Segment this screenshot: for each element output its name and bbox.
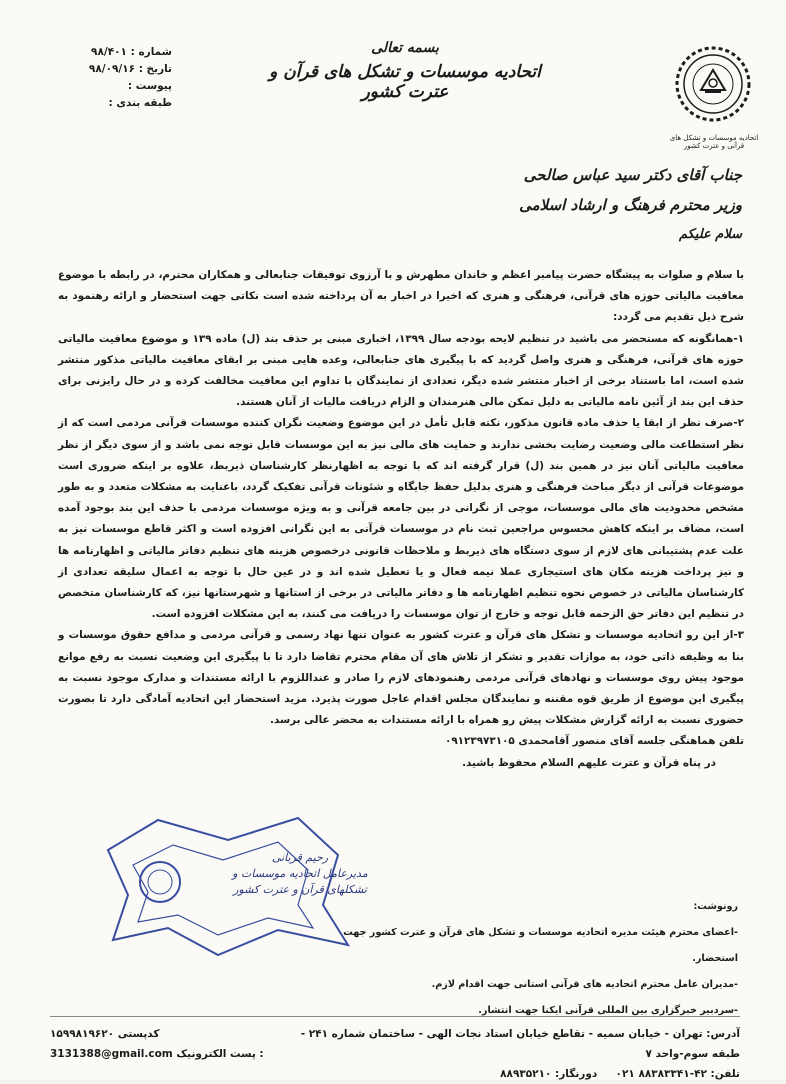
cc-item: -اعضای محترم هیئت مدیره اتحادیه موسسات و تشکل های قرآن و عترت کشور جهت استحضار. (343, 927, 738, 964)
addressee-name: جناب آقای دکتر سید عباس صالحی (523, 166, 742, 184)
signature-block (230, 850, 370, 898)
footer-email-label: پست الکترونیک : (176, 1048, 264, 1060)
footer-right (270, 1024, 740, 1084)
signer-title: مدیرعامل اتحادیه موسسات و تشکلهای قرآن و عترت کشور (232, 867, 368, 896)
cc-block (340, 894, 738, 1024)
addressee-title: وزیر محترم فرهنگ و ارشاد اسلامی (519, 196, 742, 214)
addressee-block (460, 160, 742, 250)
paragraph-1: ۱-همانگونه که مستحضر می باشید در تنظیم لایحه بودجه سال ۱۳۹۹، اخباری مبنی بر حذف بند (ل) ماده ۱۳۹ و موضوع معافیت مالیاتی حوزه های قرآنی، فرهنگی و هنری واصل گردید که با پیگیری های جنابعالی، وعده هایی مبنی بر ابقای معافیت مالیاتی مذکور منتشر شده است، اما باستناد برخی از اخبار منتشر شده دیگر، تعدادی از نمایندگان با تداوم این معافیت مخالفت کرده و در حال رایزنی برای حذف این بند از آئین نامه مالیاتی به دلیل تمکن مالی هنرمندان و الزام دریافت مالیات از آنان هستند. (58, 332, 744, 409)
signer-name: رحیم قربانی (271, 851, 329, 864)
cc-item: -مدیران عامل محترم اتحادیه های قرآنی استانی جهت اقدام لازم. (431, 979, 738, 990)
footer-address: آدرس: تهران - خیابان سمیه - تقاطع خیابان استاد نجات الهی - ساختمان شماره ۲۴۱ - طبقه سوم-واحد ۷ (300, 1028, 740, 1060)
logo-caption: اتحادیه موسسات و تشکل های قرآنی و عترت کشور (669, 134, 759, 150)
closing-line: در پناه قرآن و عترت علیهم السلام محفوظ باشید. (462, 756, 716, 769)
cc-heading: رونوشت: (693, 901, 738, 912)
letter-classification: طبقه بندی : (108, 97, 172, 109)
coordination-phone: تلفن هماهنگی جلسه آقای منصور آقامحمدی ۰۹۱۲۳۹۷۳۱۰۵ (445, 735, 744, 748)
greeting: سلام علیکم (678, 227, 742, 242)
letter-number: شماره : ۹۸/۴۰۱ (91, 46, 172, 58)
footer-left (50, 1024, 270, 1064)
paragraph-3: ۳-از این رو اتحادیه موسسات و تشکل های قرآن و عترت کشور به عنوان تنها نهاد رسمی و قرآنی مردمی و مدافع حقوق موسسات و بنا به وظیفه ذاتی خود، به موازات تقدیر و تشکر از تلاش های آن مقام محترم تقاضا دارد تا با پیگیری این وضعیت نسبت به رفع موانع موجود پیش روی موسسات و نهادهای قرآنی مردمی رهنمودهای لازم را صادر و عنداللزوم با ارائه مستندات و مدارک موجود نسبت به پیگیری این موضوع از طریق قوه مقننه و نمایندگان مجلس اقدام عاجل صورت پذیرد. مزید استحضار این اتحادیه آمادگی دارد تا بصورت حضوری نسبت به ارائه گزارش مشکلات پیش رو همراه با ارائه مستندات به محضر عالی برسد. (58, 629, 744, 727)
footer-phone: تلفن: ۴۲-۸۸۳۸۳۳۴۱ ۰۲۱ (615, 1068, 740, 1080)
letter-attachment: پیوست : (127, 80, 172, 92)
paragraph-2: ۲-صرف نظر از ابقا یا حذف ماده قانون مذکور، نکته قابل تأمل در این موضوع وضعیت نگران کننده موسسات قرآنی مردمی است که از نظر استطاعت مالی وضعیت رضایت بخشی ندارند و حمایت های مالی نیز به این موسسات قابل توجه نمی باشد و از سوی دیگر از نظر معافیت مالیاتی آنان نیز در همین بند (ل) قرار گرفته اند که با توجه به اظهارنظر کارشناسان ذیربط، علاوه بر اینکه ضروری است موضوعات قرآنی از دیگر مباحث فرهنگی و هنری بدلیل حفظ جایگاه و شئونات قرآنی تفکیک گردد، باعنایت به مشکلات متعدد و به طور مشخص محدودیت های مالی موسسات، موجی از نگرانی در بین جامعه قرآنی و به ویژه موسسات مردمی با حذف این بند بوجود آمده است، مضاف بر اینکه کاهش محسوس مراجعین ثبت نام در موسسات قرآنی به این نگرانی افزوده است و اکثر قاطع موسسات نیز به علت عدم پشتیبانی های لازم از سوی دستگاه های ذیربط و ملاحظات قانونی درخصوص هزینه های تنظیم دفاتر مالیاتی و اظهارنامه ها و نیز پرداخت هزینه مکان های استیجاری عملا نیمه فعال و یا تعطیل شده اند و در عین حال با توجه به اعمال سلیقه تعدادی از کارشناسان مالیاتی در خصوص نحوه تنظیم اظهارنامه ها و دفاتر مالیاتی در برخی از استانها و شهرستانها نیز، که کارشناسان متخصص در تنظیم این دفاتر حق الزحمه قابل توجه و خارج از توان موسسات را دریافت می کنند، به این مشکلات افزوده است. (58, 417, 744, 621)
organization-logo (672, 40, 754, 134)
intro-paragraph: با سلام و صلوات به پیشگاه حضرت پیامبر اعظم و خاندان مطهرش و با آرزوی توفیقات جنابعالی و همکاران محترم، در رابطه با موضوع معافیت مالیاتی حوزه های قرآنی، فرهنگی و هنری که اخیرا در اخبار به آن پرداخته شده است نکاتی جهت استحضار و ارائه رهنمود به شرح ذیل تقدیم می گردد: (58, 269, 744, 324)
footer-phone-fax (270, 1064, 740, 1084)
letter-date: تاریخ : ۹۸/۰۹/۱۶ (88, 63, 172, 75)
footer-email-row (50, 1044, 270, 1064)
footer-postal-code: کدپستی ۱۵۹۹۸۱۹۶۲۰ (50, 1028, 160, 1040)
organization-name: اتحادیه موسسات و تشکل های قرآن و عترت کشور (269, 62, 541, 102)
cc-item: -سردبیر خبرگزاری بین المللی قرآنی ایکنا جهت انتشار. (478, 1005, 738, 1016)
footer-fax: دورنگار: ۸۸۹۳۵۲۱۰ (500, 1068, 598, 1080)
footer-email[interactable]: 3131388@gmail.com (50, 1048, 173, 1060)
footer-divider (50, 1016, 740, 1017)
letterhead (260, 40, 550, 102)
letter-body (58, 265, 744, 774)
bismillah: بسمه تعالی (371, 40, 439, 56)
letter-meta (62, 44, 172, 112)
